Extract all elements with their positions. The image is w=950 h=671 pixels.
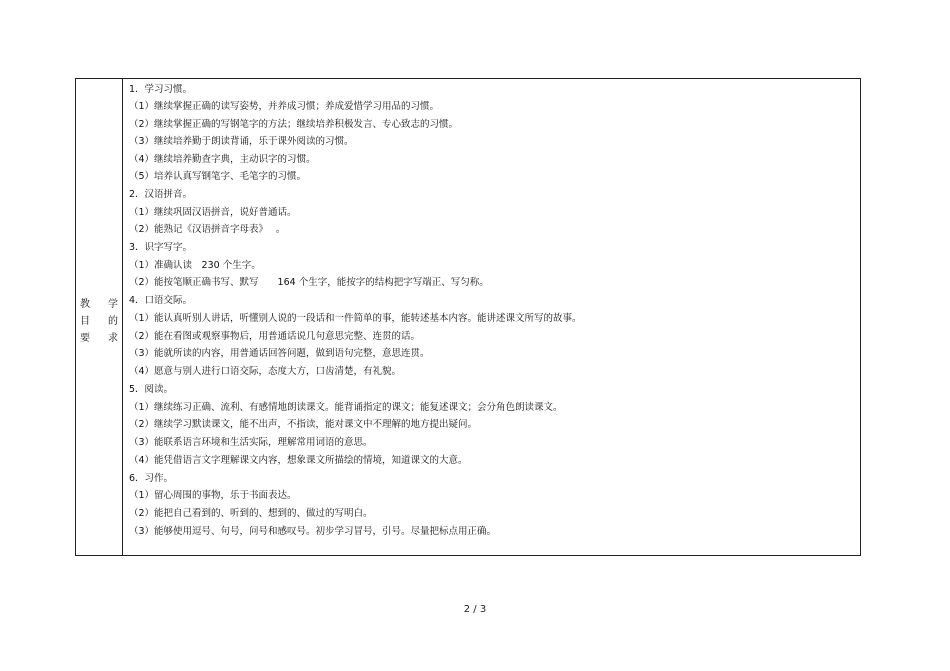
label-char: 要 xyxy=(80,333,90,344)
label-line-2 xyxy=(80,316,118,328)
label-char: 教 xyxy=(80,299,90,310)
content-line: （2）继续学习默读课文，能不出声，不指读，能对课文中不理解的地方提出疑问。 xyxy=(129,419,478,430)
content-line: （1）准确认读 230 个生字。 xyxy=(129,260,261,271)
page-number: 2 / 3 xyxy=(463,604,487,615)
content-line: （3）能够使用逗号、句号，问号和感叹号。初步学习冒号，引号。尽量把标点用正确。 xyxy=(129,526,497,537)
content-line: （4）能凭借语言文字理解课文内容，想象课文所描绘的情境，知道课文的大意。 xyxy=(129,455,468,466)
label-char: 目 xyxy=(80,316,90,327)
section-heading-habits: 1．学习习惯。 xyxy=(129,84,193,95)
content-line: （4）继续培养勤查字典，主动识字的习惯。 xyxy=(129,154,316,165)
content-line: （1）继续掌握正确的读写姿势，并养成习惯；养成爱惜学习用品的习惯。 xyxy=(129,101,440,112)
label-line-1 xyxy=(80,299,118,311)
content-line: （1）继续巩固汉语拼音，说好普通话。 xyxy=(129,207,297,218)
content-line: （3）能就所读的内容，用普通话回答问题，做到语句完整，意思连贯。 xyxy=(129,348,430,359)
section-heading-speaking: 4．口语交际。 xyxy=(129,295,193,306)
label-cell xyxy=(76,79,123,555)
section-heading-characters: 3．识字写字。 xyxy=(129,242,193,253)
content-line: （1）能认真听别人讲话，听懂别人说的一段话和一件简单的事，能转述基本内容。能讲述课文所写的故事。 xyxy=(129,313,582,324)
content-line: （1）留心周围的事物，乐于书面表达。 xyxy=(129,490,297,501)
content-line: （4）愿意与别人进行口语交际，态度大方，口齿清楚，有礼貌。 xyxy=(129,366,402,377)
teaching-goals-table xyxy=(75,78,861,556)
content-cell xyxy=(123,79,860,555)
section-heading-pinyin: 2．汉语拼音。 xyxy=(129,189,193,200)
label-line-3 xyxy=(80,333,118,345)
content-line: （2）能熟记《汉语拼音字母表》 。 xyxy=(129,224,286,235)
content-line: （3）继续培养勤于朗读背诵，乐于课外阅读的习惯。 xyxy=(129,136,354,147)
label-char: 求 xyxy=(108,333,118,344)
content-line: （2）能按笔顺正确书写、默写 164 个生字，能按字的结构把字写端正、写匀称。 xyxy=(129,277,489,288)
section-heading-reading: 5．阅读。 xyxy=(129,384,174,395)
content-line: （5）培养认真写钢笔字、毛笔字的习惯。 xyxy=(129,171,307,182)
content-line: （1）继续练习正确、流利、有感情地朗读课文。能背诵指定的课文；能复述课文；会分角色朗读课文。 xyxy=(129,402,563,413)
section-heading-writing: 6．习作。 xyxy=(129,473,174,484)
label-char: 的 xyxy=(108,316,118,327)
content-line: （3）能联系语言环境和生活实际，理解常用词语的意思。 xyxy=(129,437,373,448)
content-line: （2）能把自己看到的、听到的、想到的、做过的写明白。 xyxy=(129,508,373,519)
content-line: （2）能在看图或观察事物后，用普通话说几句意思完整、连贯的话。 xyxy=(129,331,421,342)
content-line: （2）继续掌握正确的写钢笔字的方法；继续培养积极发言、专心致志的习惯。 xyxy=(129,119,459,130)
label-char: 学 xyxy=(108,299,118,310)
